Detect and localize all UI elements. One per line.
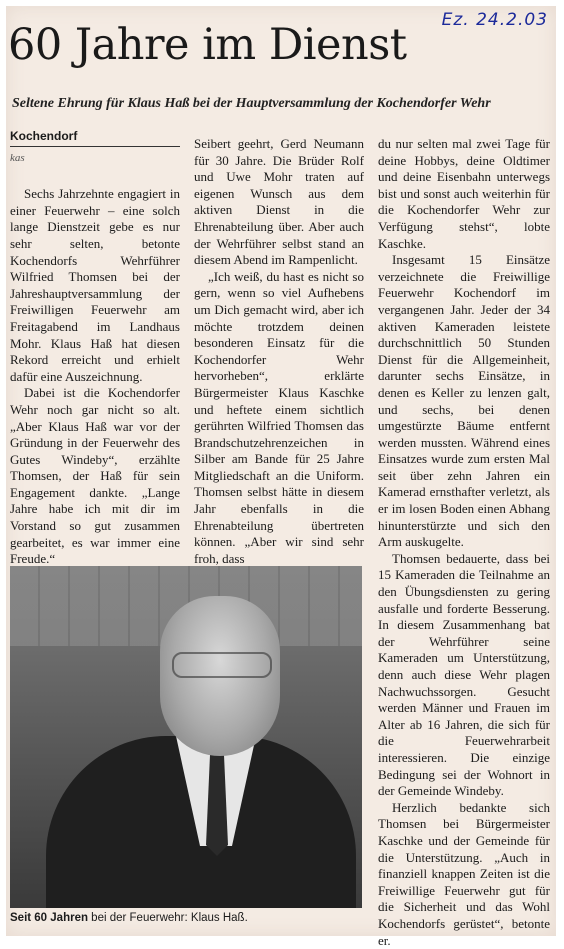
article-column-3 bbox=[378, 136, 550, 949]
paragraph: Dabei ist die Kochendorfer Wehr noch gar nicht so alt. „Aber Klaus Haß war vor der Gründung in der Feuerwehr des Gutes Windeby“, erzählte Thomsen, der Haß für sein Engagement dankte. „Lange Jahre habe ich mit dir im Vorstand so gut zusammen gearbeitet, es war immer eine Freude.“ bbox=[10, 385, 180, 567]
paragraph: Sechs Jahrzehnte engagiert in einer Feuerwehr – eine solch lange Dienstzeit gebe es nur sehr selten, betonte Kochendorfs Wehrführer Wilfried Thomsen bei der Jahreshauptversammlung der Freiwilligen Feuerwehr am Freitagabend im Landhaus Mohr. Klaus Haß hat diesen Rekord erreicht und erhielt dafür eine Auszeichnung. bbox=[10, 186, 180, 384]
paragraph: Insgesamt 15 Einsätze verzeichnete die Freiwillige Feuerwehr Kochendorf im vergangenen Jahr. Jeder der 34 aktiven Kameraden leistete durchschnittlich 50 Stunden Dienst für die Allgemeinheit, darunter sechs Einsätze, in denen es Keller zu lenzen galt, und sechs, bei denen umgestürzte Bäume entfernt werden mussten. Während eines Einsatzes wurde zum ersten Mal seit über zehn Jahren ein Kamerad ernsthafter verletzt, als er im losen Boden einen Abhang hinunterstürzte und sich den Arm auskugelte. bbox=[378, 252, 550, 550]
caption-text: bei der Feuerwehr: Klaus Haß. bbox=[87, 912, 248, 924]
article-subheadline: Seltene Ehrung für Klaus Haß bei der Hauptversammlung der Kochendorfer Wehr bbox=[12, 96, 491, 111]
paragraph: Thomsen bedauerte, dass bei 15 Kameraden die Teilnahme an den Übungsdiensten zu gering ausfalle und forderte Besserung. In diesem Zusammenhang bat der Wehrführer seine Kameraden um Unterstützung, denn auch diese Wehr plagen Nachwuchssorgen. Gesucht werden Männer und Frauen im Alter ab 16 Jahren, die sich für die Feuerwehrarbeit interessieren. Die einzige Bedingung sei der Wohnort in der Gemeinde Windeby. bbox=[378, 550, 550, 799]
paragraph: du nur selten mal zwei Tage für deine Hobbys, deine Oldtimer und deine Eisenbahn unterwegs bist und sonst auch weiterhin für die Kochendorfer Wehr zur Verfügung stehst“, lobte Kaschke. bbox=[378, 136, 550, 251]
paragraph: Herzlich bedankte sich Thomsen bei Bürgermeister Kaschke und der Gemeinde für die Unterstützung. „Auch in finanziell knappen Zeiten ist die Freiwillige Feuerwehr gut für die Sicherheit und das Wohl Kochendorfs gerüstet“, betonte er. bbox=[378, 799, 550, 948]
paragraph: „Ich weiß, du hast es nicht so gern, wenn so viel Aufhebens um Dich gemacht wird, aber ich möchte trotzdem deinen besonderen Einsatz für die Kochendorfer Wehr hervorheben“, erklärte Bürgermeister Klaus Kaschke und heftete einem sichtlich gerührten Wilfried Thomsen das Brandschutzehrenzeichen in Silber am Bande für 25 Jahre Mitgliedschaft an die Uniform. Thomsen selbst hätte in diesem Jahr ebenfalls in die Ehrenabteilung übertreten können. „Aber wir sind sehr froh, dass bbox=[194, 268, 364, 566]
portrait-photo bbox=[10, 566, 362, 908]
caption-bold: Seit 60 Jahren bbox=[10, 912, 88, 924]
photo-caption bbox=[10, 912, 370, 924]
handwritten-date: Ez. 24.2.03 bbox=[441, 10, 548, 30]
author-initials: kas bbox=[10, 151, 25, 164]
paragraph: Seibert geehrt, Gerd Neumann für 30 Jahre. Die Brüder Rolf und Uwe Mohr traten auf eigenen Wunsch aus dem aktiven Dienst in die Ehrenabteilung über. Aber auch der Wehrführer selbst stand an diesem Abend im Rampenlicht. bbox=[194, 136, 364, 268]
glasses-icon bbox=[172, 652, 272, 678]
article-headline: 60 Jahre im Dienst bbox=[8, 20, 407, 70]
article-column-2 bbox=[194, 136, 364, 567]
dateline: Kochendorf bbox=[10, 128, 180, 147]
article-column-1 bbox=[10, 128, 180, 601]
